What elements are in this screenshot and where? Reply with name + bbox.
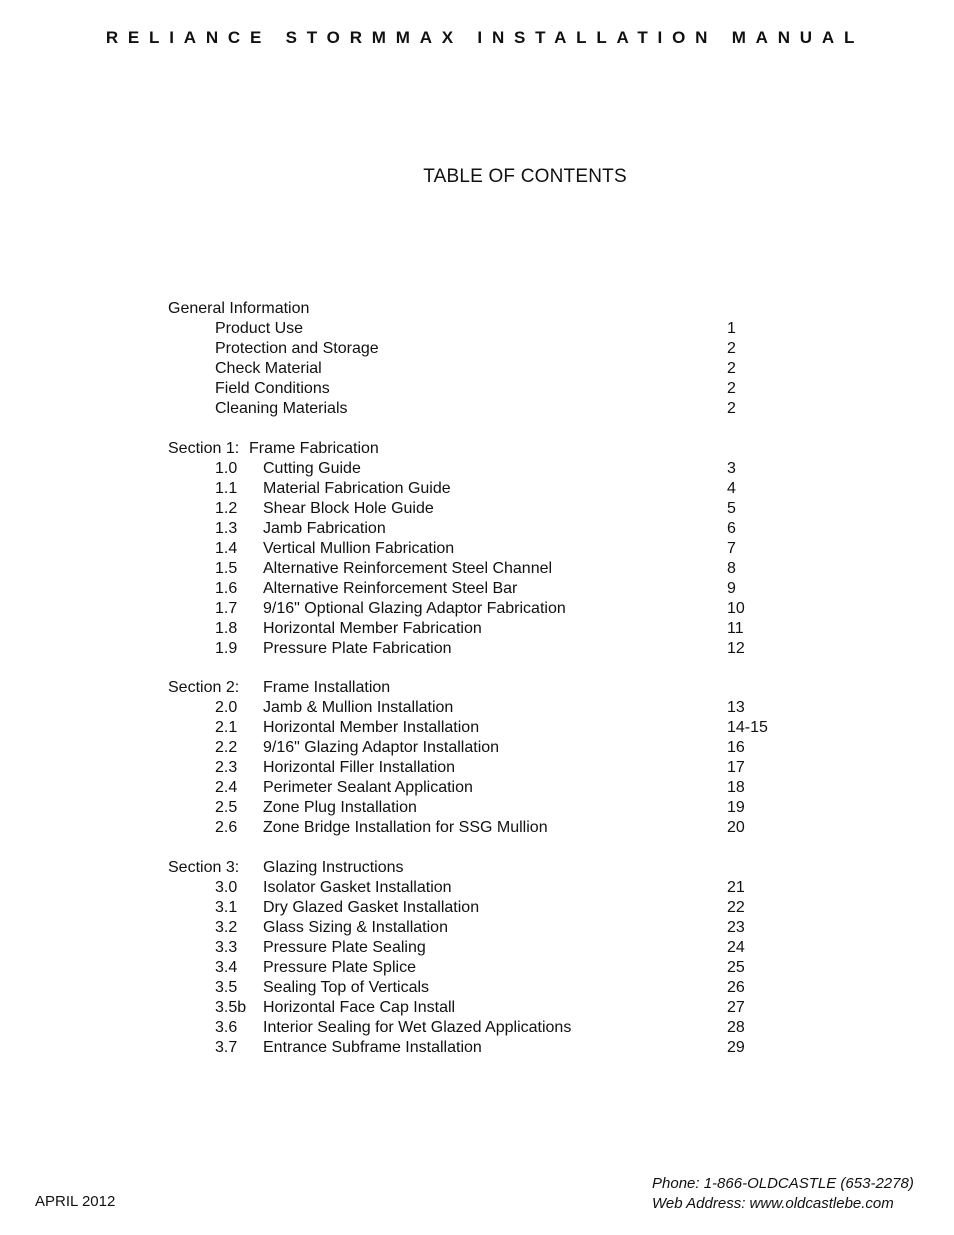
entry-label: Pressure Plate Sealing: [263, 938, 426, 956]
entry-number: 3.7: [215, 1038, 238, 1056]
toc-entry: [168, 359, 808, 379]
section-heading: [168, 299, 808, 319]
toc-entry: [168, 539, 808, 559]
entry-label: Horizontal Filler Installation: [263, 759, 456, 776]
section-title: Frame Fabrication: [249, 439, 379, 457]
footer-date: APRIL 2012: [35, 1193, 116, 1210]
entry-number: 2.6: [215, 819, 238, 836]
section-label: General Information: [168, 300, 310, 317]
entry-page-number: 5: [727, 499, 736, 517]
entry-page-number: 3: [727, 459, 736, 477]
toc-entry: [168, 898, 808, 918]
entry-page-number: 19: [727, 799, 745, 816]
entry-page-number: 11: [727, 619, 744, 637]
entry-label: Check Material: [215, 360, 322, 377]
toc-entry: [168, 1018, 808, 1038]
entry-number: 2.4: [215, 779, 238, 796]
toc-entry: [168, 619, 808, 639]
toc-entry: [168, 758, 808, 778]
entry-number: 2.5: [215, 799, 238, 816]
entry-label: Isolator Gasket Installation: [263, 878, 452, 896]
entry-number: 2.3: [215, 759, 238, 776]
entry-number: 3.4: [215, 958, 238, 976]
entry-number: 3.5b: [215, 998, 247, 1016]
footer-web: Web Address: www.oldcastlebe.com: [652, 1195, 894, 1212]
toc-entry: [168, 479, 808, 499]
entry-label: Vertical Mullion Fabrication: [263, 539, 455, 557]
toc-entry: [168, 938, 808, 958]
entry-page-number: 25: [727, 958, 745, 976]
entry-page-number: 29: [727, 1038, 745, 1056]
entry-label: Material Fabrication Guide: [263, 479, 451, 497]
toc-entry: [168, 499, 808, 519]
entry-page-number: 13: [727, 699, 745, 716]
entry-label: Pressure Plate Splice: [263, 958, 416, 976]
footer-contact: [652, 1174, 914, 1214]
section-gap: [168, 659, 808, 679]
section-gap: [168, 838, 808, 858]
toc-entry: [168, 399, 808, 419]
entry-label: Jamb & Mullion Installation: [263, 699, 454, 716]
entry-number: 1.9: [215, 639, 238, 657]
entry-label: Entrance Subframe Installation: [263, 1038, 482, 1056]
entry-label: Horizontal Member Installation: [263, 719, 480, 736]
entry-label: 9/16" Glazing Adaptor Installation: [263, 739, 500, 756]
entry-label: Interior Sealing for Wet Glazed Applications: [263, 1018, 572, 1036]
entry-page-number: 17: [727, 759, 745, 776]
toc-entry: [168, 639, 808, 659]
entry-page-number: 27: [727, 998, 745, 1016]
entry-label: 9/16" Optional Glazing Adaptor Fabrication: [263, 599, 566, 617]
toc-entry: [168, 878, 808, 898]
toc-entry: [168, 698, 808, 718]
entry-number: 1.3: [215, 519, 238, 537]
toc-entry: [168, 599, 808, 619]
entry-number: 1.0: [215, 459, 238, 477]
toc-entry: [168, 798, 808, 818]
entry-number: 2.2: [215, 739, 238, 756]
entry-label: Horizontal Face Cap Install: [263, 998, 456, 1016]
entry-number: 1.5: [215, 559, 238, 577]
section-heading: [168, 439, 808, 459]
entry-page-number: 23: [727, 918, 745, 936]
entry-label: Cutting Guide: [263, 459, 361, 477]
toc-entry: [168, 319, 808, 339]
toc-entry: [168, 738, 808, 758]
entry-label: Alternative Reinforcement Steel Channel: [263, 559, 553, 577]
entry-page-number: 1: [727, 320, 736, 337]
toc-entry: [168, 918, 808, 938]
entry-page-number: 9: [727, 579, 736, 597]
entry-label: Alternative Reinforcement Steel Bar: [263, 579, 518, 597]
entry-label: Glass Sizing & Installation: [263, 918, 448, 936]
toc-entry: [168, 579, 808, 599]
toc-entry: [168, 559, 808, 579]
entry-page-number: 12: [727, 639, 745, 657]
entry-number: 3.5: [215, 978, 238, 996]
toc-entry: [168, 519, 808, 539]
entry-page-number: 20: [727, 819, 745, 836]
entry-label: Horizontal Member Fabrication: [263, 619, 482, 637]
toc-entry: [168, 958, 808, 978]
section-label: Section 3:: [168, 858, 240, 876]
section-title: Glazing Instructions: [263, 858, 404, 876]
entry-label: Perimeter Sealant Application: [263, 779, 473, 796]
entry-label: Product Use: [215, 320, 304, 337]
entry-page-number: 26: [727, 978, 745, 996]
section-gap: [168, 419, 808, 439]
entry-page-number: 18: [727, 779, 745, 796]
entry-page-number: 16: [727, 739, 745, 756]
entry-page-number: 6: [727, 519, 736, 537]
toc-entry: [168, 379, 808, 399]
entry-number: 3.3: [215, 938, 238, 956]
entry-label: Dry Glazed Gasket Installation: [263, 898, 480, 916]
entry-number: 1.2: [215, 499, 238, 517]
entry-label: Cleaning Materials: [215, 400, 348, 417]
section-label: Section 1:: [168, 439, 240, 457]
toc-entry: [168, 818, 808, 838]
toc-entry: [168, 459, 808, 479]
toc-entry: [168, 978, 808, 998]
entry-label: Pressure Plate Fabrication: [263, 639, 452, 657]
table-of-contents: [168, 299, 808, 1058]
entry-page-number: 14-15: [727, 719, 768, 736]
entry-page-number: 2: [727, 380, 736, 397]
entry-number: 1.7: [215, 599, 238, 617]
entry-page-number: 2: [727, 340, 736, 357]
entry-page-number: 22: [727, 898, 745, 916]
entry-page-number: 2: [727, 400, 736, 417]
toc-entry: [168, 339, 808, 359]
entry-page-number: 8: [727, 559, 736, 577]
entry-number: 1.4: [215, 539, 238, 557]
entry-page-number: 24: [727, 938, 745, 956]
entry-label: Jamb Fabrication: [263, 519, 386, 537]
toc-entry: [168, 1038, 808, 1058]
entry-label: Field Conditions: [215, 380, 330, 397]
toc-entry: [168, 718, 808, 738]
entry-page-number: 28: [727, 1018, 745, 1036]
entry-label: Sealing Top of Verticals: [263, 978, 430, 996]
entry-label: Shear Block Hole Guide: [263, 499, 434, 517]
entry-page-number: 4: [727, 479, 736, 497]
toc-title: TABLE OF CONTENTS: [423, 166, 627, 187]
entry-page-number: 10: [727, 599, 745, 617]
toc-entry: [168, 778, 808, 798]
entry-page-number: 7: [727, 539, 736, 557]
entry-label: Protection and Storage: [215, 340, 379, 357]
entry-number: 2.0: [215, 699, 238, 716]
entry-number: 3.1: [215, 898, 238, 916]
entry-number: 3.0: [215, 878, 238, 896]
footer-phone: Phone: 1-866-OLDCASTLE (653-2278): [652, 1175, 914, 1192]
section-heading: [168, 858, 808, 878]
entry-page-number: 2: [727, 360, 736, 377]
entry-number: 1.1: [215, 479, 238, 497]
entry-label: Zone Bridge Installation for SSG Mullion: [263, 819, 548, 836]
manual-header: RELIANCE STORMMAX INSTALLATION MANUAL: [105, 28, 865, 47]
entry-number: 3.6: [215, 1018, 238, 1036]
entry-label: Zone Plug Installation: [263, 799, 417, 816]
toc-entry: [168, 998, 808, 1018]
section-title: Frame Installation: [263, 679, 391, 696]
entry-number: 3.2: [215, 918, 238, 936]
section-label: Section 2:: [168, 679, 240, 696]
entry-number: 1.6: [215, 579, 238, 597]
entry-number: 2.1: [215, 719, 238, 736]
section-heading: [168, 678, 808, 698]
entry-number: 1.8: [215, 619, 238, 637]
entry-page-number: 21: [727, 878, 745, 896]
